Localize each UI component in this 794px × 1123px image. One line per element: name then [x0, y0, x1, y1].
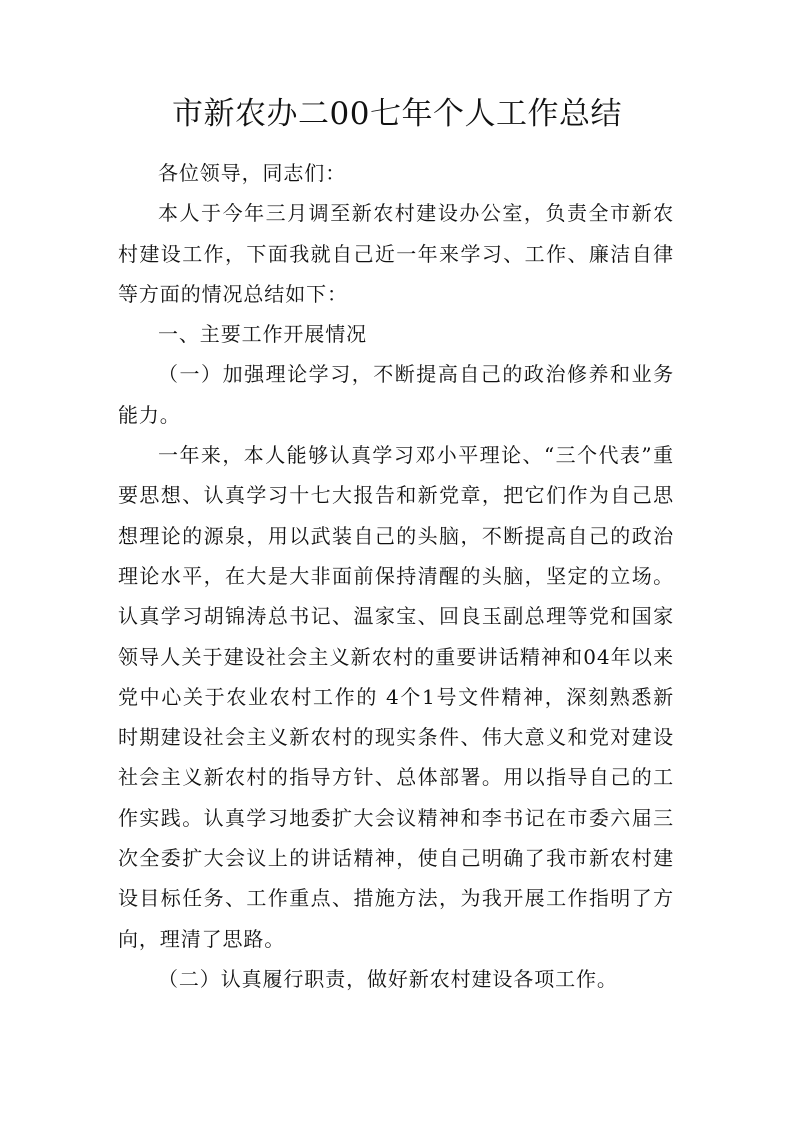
salutation: 各位领导，同志们：	[158, 161, 347, 185]
subsection-heading-2: （二）认真履行职责，做好新农村建设各项工作。	[158, 966, 618, 991]
section-heading: 一、主要工作开展情况	[158, 322, 367, 347]
subsection-heading-1: （一）加强理论学习，不断提高自己的政治修养和业务能力。	[118, 362, 674, 427]
document-body	[118, 153, 674, 999]
document-title: 市新农办二00七年个人工作总结	[172, 96, 622, 132]
intro-paragraph: 本人于今年三月调至新农村建设办公室，负责全市新农村建设工作，下面我就自己近一年来学习、工作、廉洁自律等方面的情况总结如下：	[118, 201, 674, 306]
body-paragraph: 一年来，本人能够认真学习邓小平理论、“三个代表”重要思想、认真学习十七大报告和新党章，把它们作为自己思想理论的源泉，用以武装自己的头脑，不断提高自己的政治理论水平，在大是大非面前保持清醒的头脑，坚定的立场。认真学习胡锦涛总书记、温家宝、回良玉副总理等党和国家领导人关于建设社会主义新农村的重要讲话精神和04年以来党中心关于农业农村工作的 4个1号文件精神，深刻熟悉新时期建设社会主义新农村的现实条件、伟大意义和党对建设社会主义新农村的指导方针、总体部署。用以指导自己的工作实践。认真学习地委扩大会议精神和李书记在市委六届三次全委扩大会议上的讲话精神，使自己明确了我市新农村建设目标任务、工作重点、措施方法，为我开展工作指明了方向，理清了思路。	[118, 443, 674, 951]
